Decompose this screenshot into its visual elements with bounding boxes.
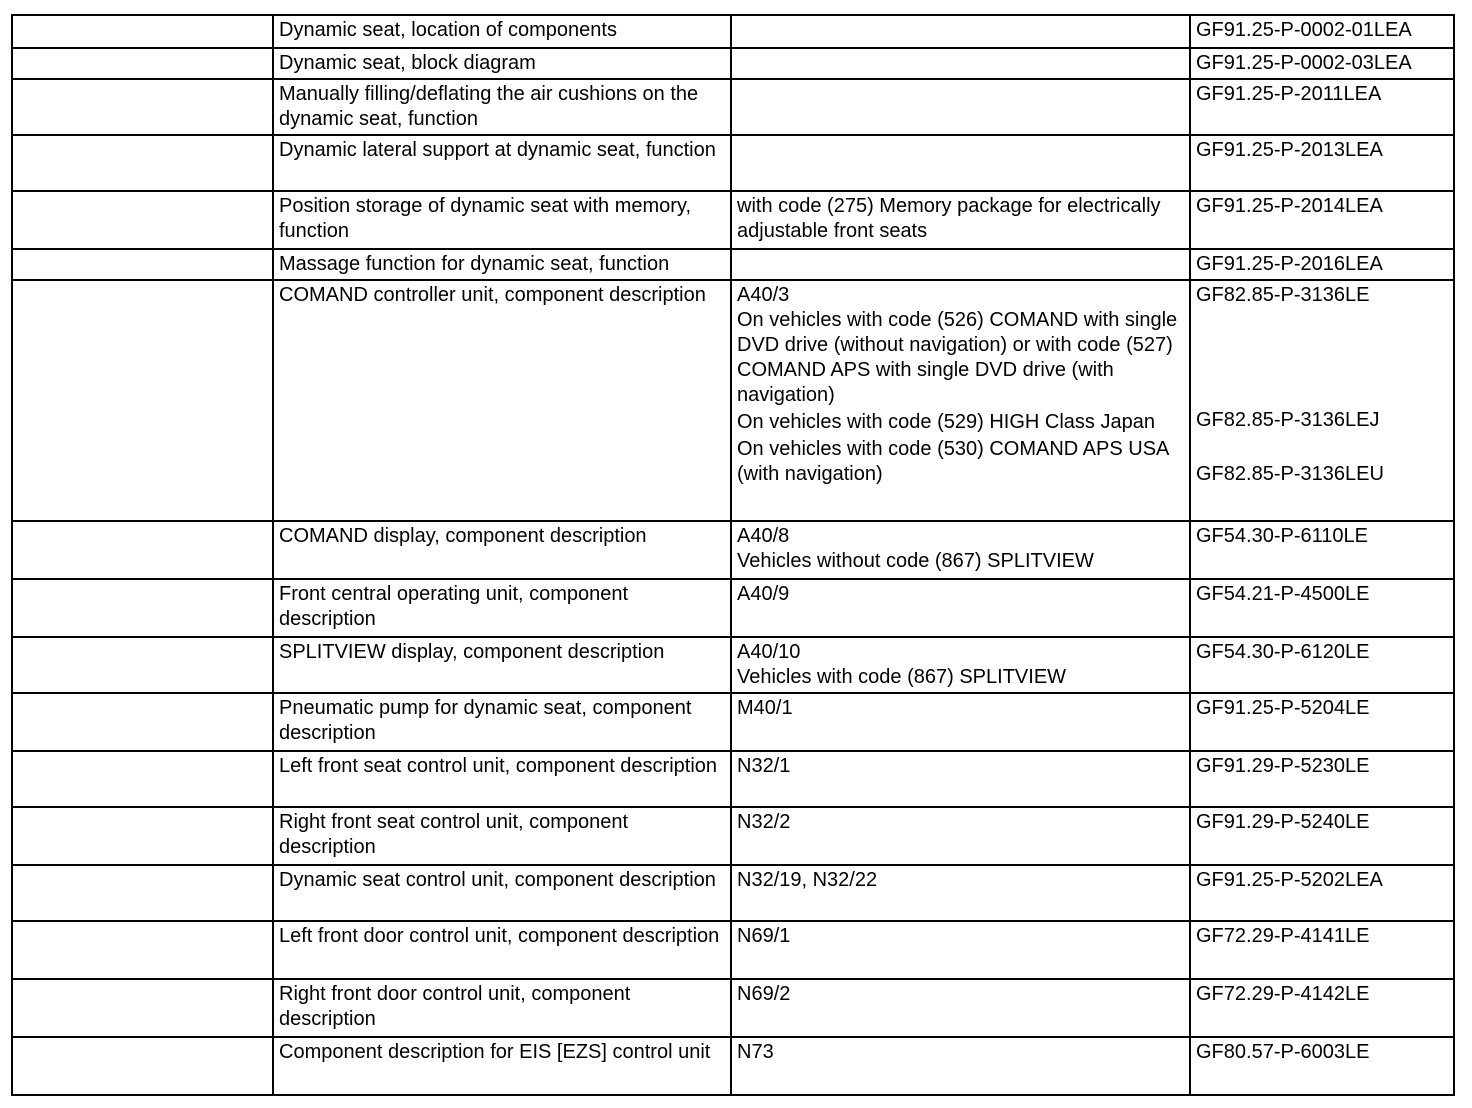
row-title: Left front door control unit, component description: [273, 921, 731, 979]
component-code: N69/2: [737, 983, 791, 1005]
row-reference-link[interactable]: GF91.29-P-5230LE: [1190, 751, 1454, 807]
component-code: N32/1: [737, 755, 791, 777]
row-reference-link[interactable]: GF91.25-P-5204LE: [1190, 693, 1454, 751]
blank-cell: [12, 979, 273, 1037]
row-reference-group: [1190, 280, 1454, 521]
row-title: Pneumatic pump for dynamic seat, component description: [273, 693, 731, 751]
row-note: [731, 521, 1190, 579]
row-note: [731, 79, 1190, 135]
row-title: COMAND display, component description: [273, 521, 731, 579]
component-code: M40/1: [737, 697, 793, 719]
row-reference-link[interactable]: GF54.21-P-4500LE: [1190, 579, 1454, 637]
row-title: SPLITVIEW display, component description: [273, 637, 731, 693]
row-reference-link[interactable]: GF91.25-P-0002-01LEA: [1190, 15, 1454, 48]
blank-cell: [12, 807, 273, 865]
row-note: [731, 249, 1190, 280]
row-note: with code (275) Memory package for electrically adjustable front seats: [731, 191, 1190, 249]
table-row: [12, 637, 1454, 693]
component-code: N32/19, N32/22: [737, 869, 878, 891]
row-title: Front central operating unit, component description: [273, 579, 731, 637]
row-reference-link[interactable]: GF91.25-P-5202LEA: [1190, 865, 1454, 921]
row-title: Component description for EIS [EZS] control unit: [273, 1037, 731, 1095]
component-code: A40/10: [737, 641, 801, 663]
table-row: [12, 693, 1454, 751]
table-row: [12, 521, 1454, 579]
component-code: A40/3: [737, 284, 790, 306]
variant-note: On vehicles with code (529) HIGH Class Japan: [737, 411, 1155, 433]
table-row: [12, 979, 1454, 1037]
table-row: [12, 807, 1454, 865]
blank-cell: [12, 865, 273, 921]
row-reference-link[interactable]: GF54.30-P-6120LE: [1190, 637, 1454, 693]
row-note: [731, 865, 1190, 921]
row-title: Manually filling/deflating the air cushions on the dynamic seat, function: [273, 79, 731, 135]
table-row: [12, 1037, 1454, 1095]
component-code: N73: [737, 1041, 774, 1063]
spacer: [1196, 433, 1447, 460]
row-note: [731, 135, 1190, 191]
blank-cell: [12, 191, 273, 249]
component-code: N32/2: [737, 811, 791, 833]
row-title: Dynamic seat control unit, component description: [273, 865, 731, 921]
row-title: Dynamic seat, location of components: [273, 15, 731, 48]
table-row: [12, 280, 1454, 521]
blank-cell: [12, 280, 273, 521]
row-note: [731, 693, 1190, 751]
table-row: [12, 249, 1454, 280]
blank-cell: [12, 15, 273, 48]
row-note: [731, 579, 1190, 637]
table-row: [12, 579, 1454, 637]
variant-reference-link[interactable]: GF82.85-P-3136LEU: [1196, 463, 1384, 485]
row-title: Dynamic seat, block diagram: [273, 48, 731, 79]
blank-cell: [12, 751, 273, 807]
table-row: [12, 135, 1454, 191]
blank-cell: [12, 579, 273, 637]
row-note: [731, 48, 1190, 79]
blank-cell: [12, 1037, 273, 1095]
row-reference-link[interactable]: GF91.25-P-2016LEA: [1190, 249, 1454, 280]
component-code: A40/9: [737, 583, 790, 605]
row-reference-link[interactable]: GF91.25-P-0002-03LEA: [1190, 48, 1454, 79]
row-note: [731, 15, 1190, 48]
blank-cell: [12, 135, 273, 191]
blank-cell: [12, 521, 273, 579]
blank-cell: [12, 693, 273, 751]
row-note: [731, 807, 1190, 865]
blank-cell: [12, 921, 273, 979]
row-note: [731, 751, 1190, 807]
variant-note: On vehicles with code (526) COMAND with single DVD drive (without navigation) or with code (527) COMAND APS with single DVD drive (with navigation): [737, 309, 1178, 406]
table-row: [12, 79, 1454, 135]
variant-reference-link[interactable]: GF82.85-P-3136LEJ: [1196, 409, 1380, 431]
blank-cell: [12, 48, 273, 79]
blank-cell: [12, 637, 273, 693]
row-title: Position storage of dynamic seat with memory, function: [273, 191, 731, 249]
table-row: [12, 15, 1454, 48]
row-reference-link[interactable]: GF80.57-P-6003LE: [1190, 1037, 1454, 1095]
row-note: [731, 637, 1190, 693]
table-row: [12, 921, 1454, 979]
row-title: Dynamic lateral support at dynamic seat, function: [273, 135, 731, 191]
variant-note: Vehicles with code (867) SPLITVIEW: [737, 666, 1067, 688]
variant-reference-link[interactable]: GF82.85-P-3136LE: [1196, 284, 1370, 306]
component-code: A40/8: [737, 525, 790, 547]
row-title: Right front seat control unit, component description: [273, 807, 731, 865]
row-reference-link[interactable]: GF72.29-P-4141LE: [1190, 921, 1454, 979]
row-title: COMAND controller unit, component description: [273, 280, 731, 521]
blank-cell: [12, 249, 273, 280]
row-title: Massage function for dynamic seat, function: [273, 249, 731, 280]
blank-cell: [12, 79, 273, 135]
row-note: [731, 1037, 1190, 1095]
row-note: [731, 921, 1190, 979]
row-reference-link[interactable]: GF91.25-P-2014LEA: [1190, 191, 1454, 249]
row-title: Left front seat control unit, component description: [273, 751, 731, 807]
row-title: Right front door control unit, component description: [273, 979, 731, 1037]
table-row: [12, 751, 1454, 807]
table-row: [12, 48, 1454, 79]
row-reference-link[interactable]: GF72.29-P-4142LE: [1190, 979, 1454, 1037]
row-reference-link[interactable]: GF91.25-P-2011LEA: [1190, 79, 1454, 135]
variant-note: On vehicles with code (530) COMAND APS USA (with navigation): [737, 438, 1169, 485]
component-code: N69/1: [737, 925, 791, 947]
row-note: [731, 979, 1190, 1037]
spacer: [1196, 308, 1447, 408]
document-reference-table: [11, 14, 1455, 1096]
row-reference-link[interactable]: GF54.30-P-6110LE: [1190, 521, 1454, 579]
row-reference-link[interactable]: GF91.25-P-2013LEA: [1190, 135, 1454, 191]
variant-note: Vehicles without code (867) SPLITVIEW: [737, 550, 1094, 572]
row-reference-link[interactable]: GF91.29-P-5240LE: [1190, 807, 1454, 865]
table-row: [12, 865, 1454, 921]
row-note: [731, 280, 1190, 521]
table-row: [12, 191, 1454, 249]
